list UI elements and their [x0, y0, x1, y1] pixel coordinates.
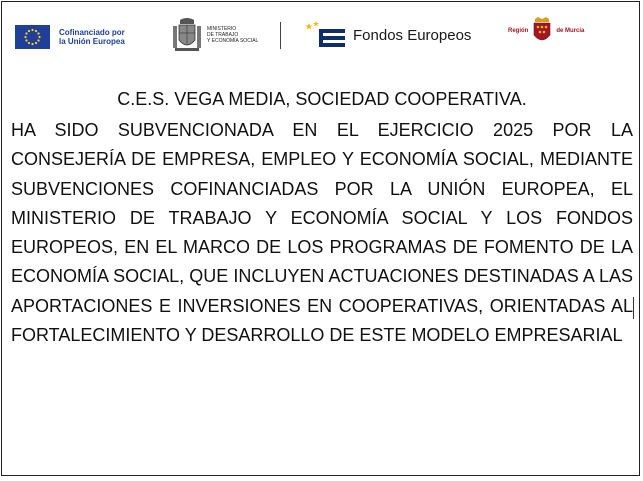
text-cursor [633, 297, 634, 319]
ministry-line-1: MINISTERIO [207, 26, 237, 32]
region-murcia-logo [508, 17, 584, 45]
ministry-logo-text [207, 26, 267, 44]
logo-banner [2, 2, 639, 68]
spain-coat-of-arms-icon [172, 16, 202, 54]
fondos-europeos-mark-icon [305, 20, 349, 50]
company-name: C.E.S. VEGA MEDIA, SOCIEDAD COOPERATIVA. [117, 89, 527, 109]
eu-cofinanced-logo [15, 25, 139, 49]
eu-line-1: Cofinanciado por [59, 28, 125, 37]
ministry-line-3: Y ECONOMÍA SOCIAL [207, 38, 259, 44]
region-text: Región [508, 28, 529, 34]
fondos-europeos-text: Fondos Europeos [353, 26, 472, 44]
murcia-text: de Murcia [556, 28, 585, 34]
document-content [11, 86, 633, 350]
document-frame [1, 1, 640, 476]
eu-logo-text [59, 28, 139, 46]
subsidy-statement: HA SIDO SUBVENCIONADA EN EL EJERCICIO 2025 POR LA CONSEJERÍA DE EMPRESA, EMPLEO Y ECONOMÍA SOCIAL, MEDIANTE SUBVENCIONES COFINANCIADAS POR LA UNIÓN EUROPEA, EL MINISTERIO DE TRABAJO Y ECONOMÍA SOCIAL Y LOS FONDOS EUROPEOS, EN EL MARCO DE LOS PROGRAMAS DE FOMENTO DE LA ECONOMÍA SOCIAL, QUE INCLUYEN ACTUACIONES DESTINADAS A LAS APORTACIONES E INVERSIONES EN COOPERATIVAS, ORIENTADAS AL FORTALECIMIENTO Y DESARROLLO DE ESTE MODELO EMPRESARIAL [11, 120, 633, 346]
murcia-crest-icon [532, 17, 552, 45]
fondos-europeos-logo [305, 20, 471, 50]
eu-line-2: la Unión Europea [59, 37, 125, 46]
logo-divider [280, 22, 281, 49]
ministry-line-2: DE TRABAJO [207, 32, 239, 38]
ministry-logo [172, 16, 267, 54]
eu-flag-icon [15, 25, 50, 49]
